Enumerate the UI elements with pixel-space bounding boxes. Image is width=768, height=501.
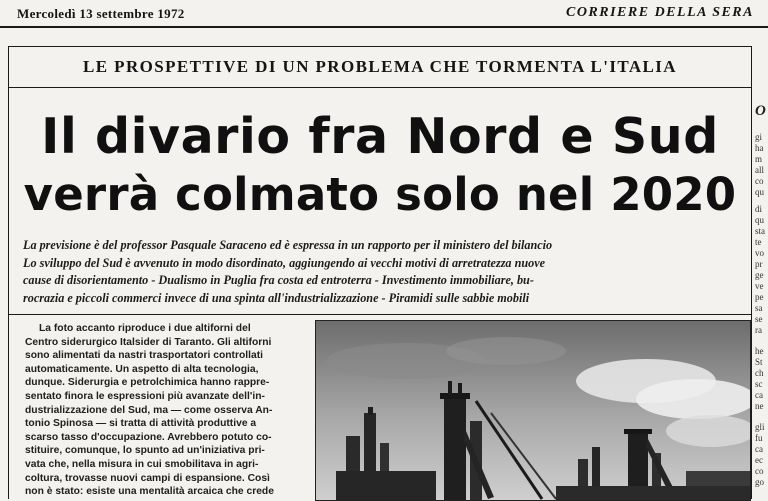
headline-line-1: Il divario fra Nord e Sud <box>41 108 719 165</box>
deck <box>23 237 749 307</box>
adjacent-column-text: ra <box>755 325 762 335</box>
body-line: sono alimentati da nastri trasportatori controllati <box>25 350 264 362</box>
section-divider <box>9 314 751 315</box>
adjacent-column-initial: O <box>755 103 766 119</box>
deck-line: La previsione è del professor Pasquale Saraceno ed è espressa in un rapporto per il ministero del bilancio <box>23 238 553 252</box>
adjacent-column-text: ge <box>755 270 764 280</box>
body-line: dustrializzazione del Sud, ma — come osserva An- <box>25 404 273 416</box>
adjacent-column-text: gi <box>755 132 763 142</box>
body-line: tonio Spinosa — si tratta di attività produttive a <box>25 418 257 430</box>
adjacent-column-text: qu <box>755 215 764 225</box>
adjacent-column-text: ve <box>755 281 764 291</box>
body-line: dunque. Siderurgia e petrolchimica hanno rappre- <box>25 377 270 389</box>
blast-furnace-photo <box>315 320 751 501</box>
adjacent-column-text: gli <box>755 422 765 432</box>
body-line: stituire, comunque, lo spunto ad un'iniziativa pri- <box>25 445 265 457</box>
adjacent-column-text: sc <box>755 379 763 389</box>
masthead <box>0 0 768 28</box>
adjacent-column-text: te <box>755 237 762 247</box>
article <box>8 46 752 499</box>
adjacent-column-text: vo <box>755 248 764 258</box>
headline-line-2: verrà colmato solo nel 2020 <box>23 168 737 221</box>
body-line: sentato finora le espressioni più avanzate dell'in- <box>25 390 265 402</box>
body-line: coltura, trovasse nuovi campi di espansione. Così <box>25 472 270 484</box>
body-line: La foto accanto riproduce i due altiforni del <box>39 323 251 334</box>
adjacent-column-text: ch <box>755 368 764 378</box>
adjacent-column-text: he <box>755 346 764 356</box>
adjacent-column-text: m <box>755 154 763 164</box>
body-line: non è stato: esiste una mentalità arcaica che crede <box>25 486 274 498</box>
adjacent-column-text: pr <box>755 259 763 269</box>
adjacent-column-text: sta <box>755 226 765 236</box>
adjacent-column-text: go <box>755 477 764 487</box>
adjacent-column-text: St <box>755 357 763 367</box>
adjacent-column-text: pe <box>755 292 764 302</box>
adjacent-column-text: fu <box>755 433 763 443</box>
article-body <box>25 322 309 499</box>
body-line: vata che, nella misura in cui smobilitava in agri- <box>25 458 259 470</box>
body-line: automaticamente. Un aspetto di alta tecnologia, <box>25 363 259 375</box>
adjacent-column-text: se <box>755 314 763 324</box>
adjacent-column <box>751 46 768 499</box>
adjacent-column-text: ca <box>755 444 763 454</box>
adjacent-column-text: ca <box>755 390 763 400</box>
adjacent-column-text: co <box>755 466 764 476</box>
adjacent-column-text: qu <box>755 187 764 197</box>
publication-date: Mercoledì 13 settembre 1972 <box>17 6 185 21</box>
adjacent-column-text: ha <box>755 143 764 153</box>
body-line: Centro siderurgico Italsider di Taranto. Gli altiforni <box>25 336 272 348</box>
kicker: LE PROSPETTIVE DI UN PROBLEMA CHE TORMENTA L'ITALIA <box>9 46 751 88</box>
deck-line: rocrazia e piccoli commerci invece di una spinta all'industrializzazione - Piramidi sulle sabbie mobili <box>23 290 530 305</box>
adjacent-column-text: ne <box>755 401 764 411</box>
adjacent-column-text: ec <box>755 455 763 465</box>
newspaper-name: CORRIERE DELLA SERA <box>565 5 754 20</box>
adjacent-column-text: all <box>755 165 764 175</box>
photo-graphic <box>316 321 750 500</box>
deck-line: cause di disorientamento - Dualismo in Puglia fra costa ed entroterra - Investimento immobiliare, bu- <box>23 273 534 287</box>
deck-line: Lo sviluppo del Sud è avvenuto in modo disordinato, aggiungendo ai vecchi motivi di arretratezza nuove <box>23 255 546 270</box>
adjacent-column-text: co <box>755 176 764 186</box>
body-line: scarso tasso d'occupazione. Avrebbero potuto co- <box>25 431 272 443</box>
adjacent-column-text: sa <box>755 303 763 313</box>
adjacent-column-text: di <box>755 204 763 214</box>
